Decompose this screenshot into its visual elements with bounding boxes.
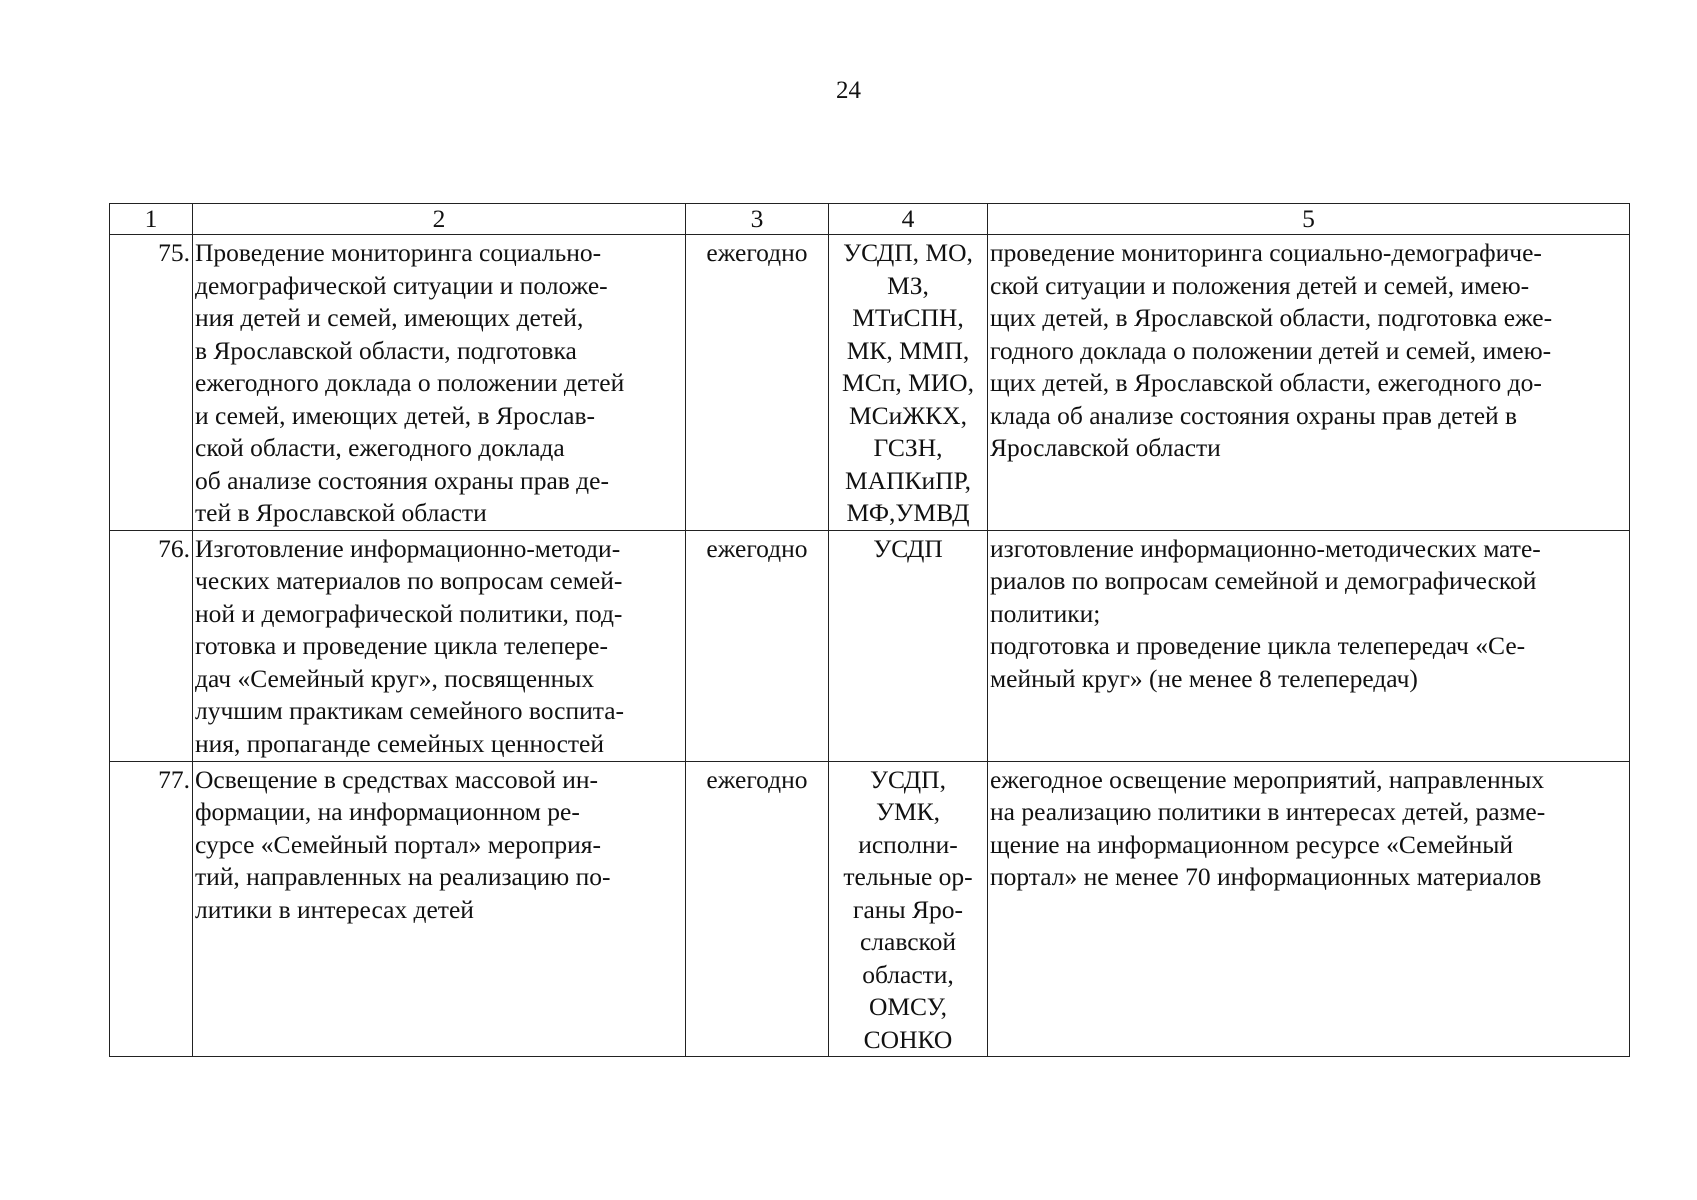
table-row bbox=[110, 761, 1630, 1057]
result-line: щих детей, в Ярославской области, ежегодного до- bbox=[990, 368, 1542, 397]
executor-line: области, bbox=[862, 959, 954, 989]
column-number-3: 3 bbox=[686, 204, 829, 235]
table-row bbox=[110, 530, 1630, 761]
column-number-5: 5 bbox=[988, 204, 1630, 235]
activity-line: тей в Ярославской области bbox=[195, 498, 487, 527]
column-number-2: 2 bbox=[193, 204, 686, 235]
activity-line: Изготовление информационно-методи- bbox=[195, 533, 621, 563]
executor-line: МСиЖКХ, bbox=[849, 400, 967, 430]
result-line: политики; bbox=[990, 598, 1101, 628]
executor-line: МТиСПН, bbox=[852, 303, 964, 332]
activity-line: ной и демографической политики, под- bbox=[195, 598, 623, 628]
executor-line: МЗ, bbox=[887, 270, 929, 300]
result-line: на реализацию политики в интересах детей, разме- bbox=[990, 797, 1546, 826]
period-cell: ежегодно bbox=[686, 530, 829, 761]
activity-line: формации, на информационном ре- bbox=[195, 797, 580, 826]
result-line: изготовление информационно-методических мате- bbox=[990, 533, 1541, 563]
result-cell bbox=[988, 761, 1630, 1057]
activity-line: Проведение мониторинга социально- bbox=[195, 238, 602, 267]
activity-line: ской области, ежегодного доклада bbox=[195, 433, 565, 462]
activity-line: в Ярославской области, подготовка bbox=[195, 335, 577, 365]
result-line: щение на информационном ресурсе «Семейный bbox=[990, 829, 1514, 859]
executors-cell bbox=[829, 235, 988, 531]
activity-line: ежегодного доклада о положении детей bbox=[195, 368, 625, 397]
result-line: ской ситуации и положения детей и семей, имею- bbox=[990, 270, 1530, 300]
activity-line: тий, направленных на реализацию по- bbox=[195, 862, 611, 891]
period-cell: ежегодно bbox=[686, 761, 829, 1057]
executor-line: тельные ор- bbox=[843, 862, 973, 891]
table-header-row bbox=[110, 204, 1630, 235]
executor-line: СОНКО bbox=[863, 1024, 953, 1054]
executor-line: ганы Яро- bbox=[853, 894, 963, 924]
executor-line: УСДП, МО, bbox=[843, 238, 973, 267]
result-line: Ярославской области bbox=[990, 433, 1221, 462]
executors-cell bbox=[829, 530, 988, 761]
activity-line: лучшим практикам семейного воспита- bbox=[195, 696, 625, 725]
row-number: 75. bbox=[110, 235, 193, 531]
executor-line: МСп, МИО, bbox=[842, 368, 974, 397]
activity-line: ния, пропаганде семейных ценностей bbox=[195, 728, 604, 758]
activity-table bbox=[109, 203, 1630, 1057]
executor-line: УСДП bbox=[873, 533, 943, 563]
row-number: 77. bbox=[110, 761, 193, 1057]
result-line: ежегодное освещение мероприятий, направленных bbox=[990, 764, 1545, 794]
executor-line: МК, ММП, bbox=[846, 335, 970, 365]
activity-line: сурсе «Семейный портал» мероприя- bbox=[195, 829, 601, 859]
result-cell bbox=[988, 530, 1630, 761]
activity-cell bbox=[193, 761, 686, 1057]
result-line: клада об анализе состояния охраны прав детей в bbox=[990, 400, 1518, 430]
activity-cell bbox=[193, 530, 686, 761]
column-number-1: 1 bbox=[110, 204, 193, 235]
column-number-4: 4 bbox=[829, 204, 988, 235]
activity-line: готовка и проведение цикла телепере- bbox=[195, 631, 608, 660]
table-row bbox=[110, 235, 1630, 531]
page-number: 24 bbox=[836, 77, 861, 104]
result-line: мейный круг» (не менее 8 телепередач) bbox=[990, 663, 1418, 693]
executor-line: УСДП, bbox=[870, 764, 946, 794]
activity-line: Освещение в средствах массовой ин- bbox=[195, 764, 599, 794]
result-line: щих детей, в Ярославской области, подготовка еже- bbox=[990, 303, 1553, 332]
result-line: портал» не менее 70 информационных материалов bbox=[990, 862, 1542, 891]
activity-cell bbox=[193, 235, 686, 531]
result-line: годного доклада о положении детей и семей, имею- bbox=[990, 335, 1552, 365]
executor-line: МФ,УМВД bbox=[846, 498, 970, 527]
result-cell bbox=[988, 235, 1630, 531]
activity-line: и семей, имеющих детей, в Ярослав- bbox=[195, 400, 595, 430]
row-number: 76. bbox=[110, 530, 193, 761]
activity-line: ческих материалов по вопросам семей- bbox=[195, 566, 623, 595]
result-line: проведение мониторинга социально-демографиче- bbox=[990, 238, 1542, 267]
executor-line: славской bbox=[859, 927, 957, 956]
executor-line: исполни- bbox=[858, 829, 958, 859]
executor-line: УМК, bbox=[875, 797, 941, 826]
activity-line: демографической ситуации и положе- bbox=[195, 270, 608, 300]
activity-line: об анализе состояния охраны прав де- bbox=[195, 465, 609, 495]
activity-line: литики в интересах детей bbox=[195, 894, 474, 924]
activity-line: дач «Семейный круг», посвященных bbox=[195, 663, 595, 693]
result-line: риалов по вопросам семейной и демографической bbox=[990, 566, 1537, 595]
executor-line: ГСЗН, bbox=[873, 433, 943, 462]
executor-line: ОМСУ, bbox=[868, 992, 948, 1021]
executors-cell bbox=[829, 761, 988, 1057]
activity-line: ния детей и семей, имеющих детей, bbox=[195, 303, 584, 332]
result-line: подготовка и проведение цикла телепередач «Се- bbox=[990, 631, 1526, 660]
period-cell: ежегодно bbox=[686, 235, 829, 531]
executor-line: МАПКиПР, bbox=[845, 465, 971, 495]
